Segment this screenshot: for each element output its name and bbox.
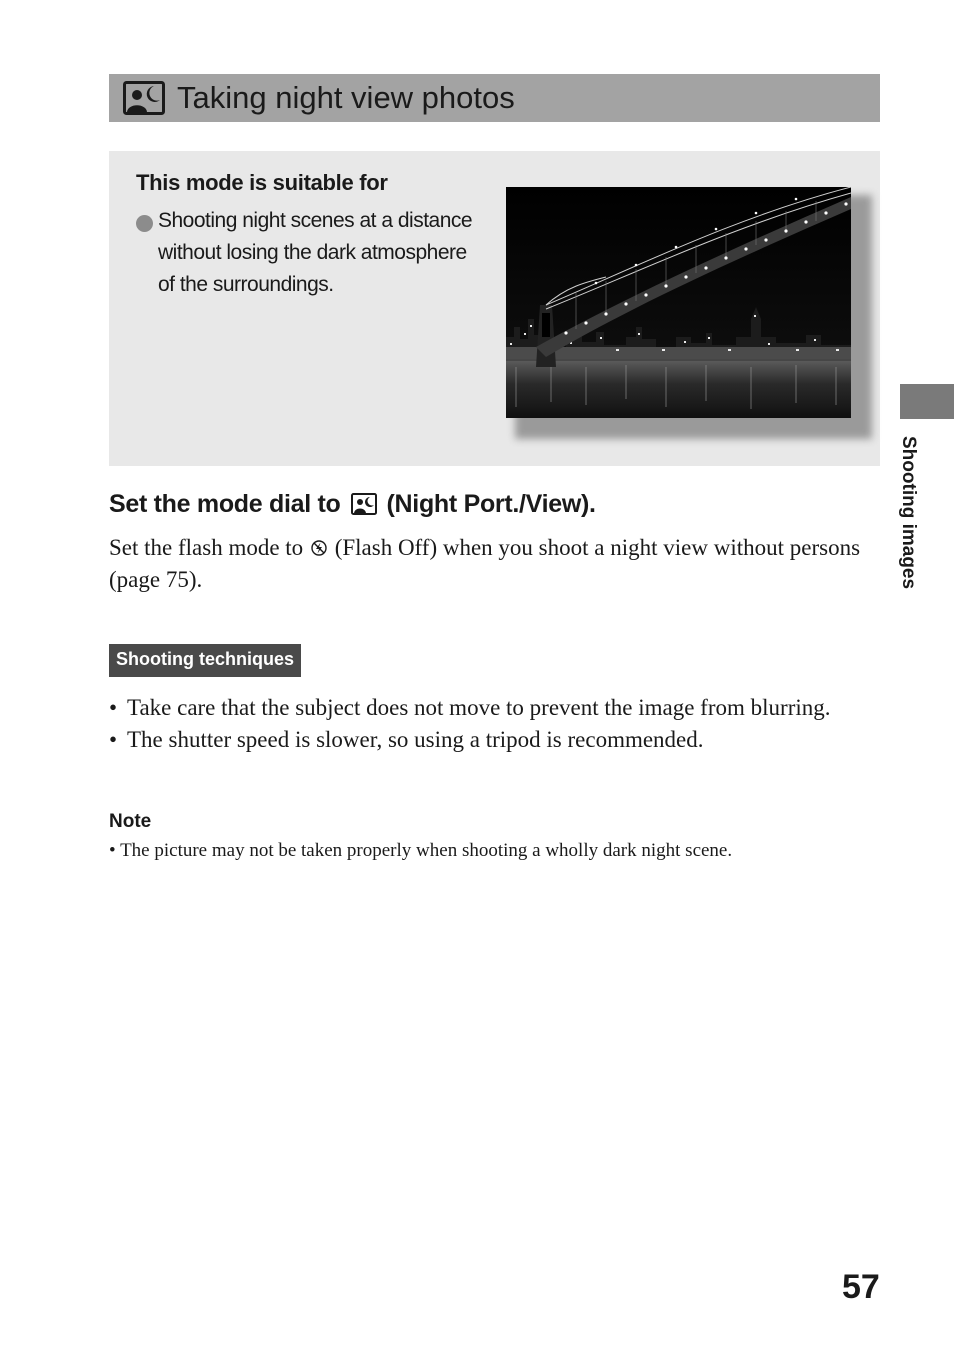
shooting-techniques-tag: Shooting techniques xyxy=(109,644,301,677)
list-item xyxy=(109,724,879,756)
night-bridge-photo xyxy=(506,187,851,418)
side-tab-label-container xyxy=(893,436,923,616)
side-tab-label: Shooting images xyxy=(898,436,919,590)
list-item xyxy=(109,692,879,724)
bullet-icon: • xyxy=(109,840,121,861)
section-title: Taking night view photos xyxy=(177,80,515,115)
night-portrait-view-icon xyxy=(351,493,377,515)
note-item-text: The picture may not be taken properly when shooting a wholly dark night scene. xyxy=(120,840,733,861)
side-tab-marker xyxy=(900,384,954,419)
page-number: 57 xyxy=(842,1268,880,1306)
section-title-bar xyxy=(109,74,880,122)
step-body xyxy=(109,532,879,596)
flash-off-icon xyxy=(311,540,327,556)
suitable-for-heading: This mode is suitable for xyxy=(136,170,388,195)
step-body-before: Set the flash mode to xyxy=(109,535,304,560)
step-heading-suffix: (Night Port./View). xyxy=(386,490,596,518)
list-item-text: The shutter speed is slower, so using a tripod is recommended. xyxy=(127,727,704,752)
suitable-for-item xyxy=(136,205,486,301)
suitable-for-box xyxy=(109,151,880,466)
bullet-icon: • xyxy=(109,727,118,752)
step-heading-prefix: Set the mode dial to xyxy=(109,490,341,518)
night-portrait-view-icon xyxy=(123,81,165,115)
techniques-list xyxy=(109,692,879,756)
note-item xyxy=(109,838,879,864)
note-heading: Note xyxy=(109,811,152,832)
list-item-text: Take care that the subject does not move to prevent the image from blurring. xyxy=(127,695,831,720)
bullet-circle-icon xyxy=(136,215,153,232)
bullet-icon: • xyxy=(109,695,118,720)
suitable-for-item-text: Shooting night scenes at a distance without losing the dark atmosphere of the surroundings. xyxy=(158,209,473,296)
step-heading xyxy=(109,490,596,519)
step-body-after: (Flash Off) when you shoot a night view without persons (page 75). xyxy=(109,535,861,592)
